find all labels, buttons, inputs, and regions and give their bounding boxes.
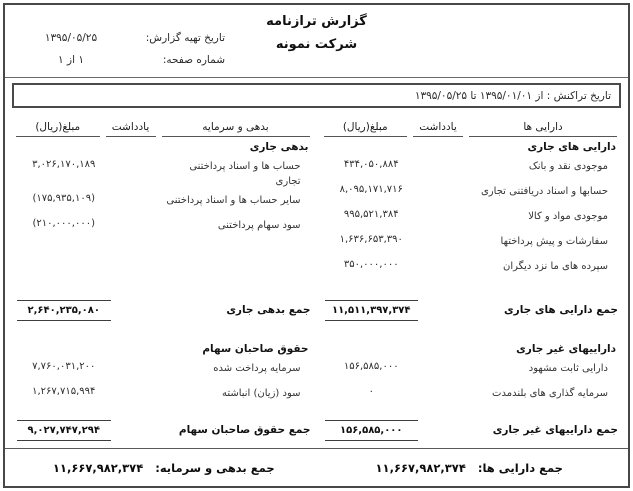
col-header-amount: مبلغ(ریال) bbox=[16, 113, 100, 137]
total-amount: ۹,۰۲۷,۷۴۷,۲۹۴ bbox=[17, 420, 111, 441]
col-header-liabilities-equity: بدهی و سرمایه bbox=[162, 113, 310, 137]
row-amount: (۱۷۵,۹۳۵,۱۰۹) bbox=[32, 193, 95, 204]
section-header-equity: حقوق صاحبان سهام bbox=[202, 343, 309, 355]
table-row bbox=[321, 184, 621, 205]
page-number-label: شماره صفحه: bbox=[162, 54, 225, 66]
table-row bbox=[321, 361, 621, 382]
section-header-non-current-assets: داراییهای غیر جاری bbox=[516, 343, 616, 355]
grand-total-assets bbox=[317, 461, 623, 475]
total-label: جمع بدهی جاری bbox=[226, 304, 311, 316]
col-header-amount: مبلغ(ریال) bbox=[324, 113, 408, 137]
row-label: سایر حساب ها و اسناد پرداختنی bbox=[166, 195, 301, 206]
total-amount: ۲,۶۴۰,۲۳۵,۰۸۰ bbox=[17, 300, 111, 321]
grand-total-assets-value: ۱۱,۶۶۷,۹۸۲,۳۷۴ bbox=[375, 461, 466, 475]
col-header-note: یادداشت bbox=[413, 113, 463, 137]
section-gap bbox=[321, 325, 621, 339]
table-row bbox=[321, 159, 621, 180]
row-amount: ۱۵۶,۵۸۵,۰۰۰ bbox=[343, 361, 399, 372]
table-row bbox=[321, 386, 621, 407]
table-row bbox=[13, 193, 313, 214]
current-liabilities-section bbox=[13, 137, 313, 295]
page-number-value: ۱ از ۱ bbox=[58, 54, 84, 66]
grand-total-liabilities-label: جمع بدهی و سرمایه: bbox=[155, 461, 275, 475]
header-divider bbox=[5, 77, 628, 78]
report-title: گزارش ترازنامه bbox=[266, 14, 367, 29]
row-amount: ۱,۶۳۶,۶۵۳,۳۹۰ bbox=[339, 234, 403, 245]
page-number-row bbox=[27, 54, 225, 66]
row-label: حسابها و اسناد دریافتنی تجاری bbox=[480, 186, 608, 197]
total-current-liabilities-row bbox=[13, 295, 313, 325]
table-row bbox=[13, 386, 313, 407]
report-frame bbox=[3, 3, 630, 488]
non-current-assets-section bbox=[321, 339, 621, 415]
row-amount: ۴۳۴,۰۵۰,۸۸۴ bbox=[343, 159, 399, 170]
col-header-note: یادداشت bbox=[106, 113, 156, 137]
report-date-row bbox=[27, 32, 225, 44]
row-label: حساب ها و اسناد پرداختنی تجاری bbox=[189, 161, 301, 187]
row-amount: ۳۵۰,۰۰۰,۰۰۰ bbox=[343, 259, 399, 270]
row-amount: (۲۱۰,۰۰۰,۰۰۰) bbox=[32, 218, 95, 229]
total-equity-row bbox=[13, 415, 313, 445]
table-row bbox=[321, 209, 621, 230]
row-label: سفارشات و پیش پرداختها bbox=[500, 236, 608, 247]
section-gap bbox=[13, 325, 313, 339]
liabilities-column-headers bbox=[13, 113, 313, 137]
row-amount: ۱,۲۶۷,۷۱۵,۹۹۴ bbox=[32, 386, 96, 397]
row-label: دارایی ثابت مشهود bbox=[528, 363, 608, 374]
section-header-current-assets: دارایی های جاری bbox=[527, 141, 616, 153]
assets-column bbox=[321, 113, 621, 445]
row-label: موجودی نقد و بانک bbox=[528, 161, 608, 172]
total-non-current-assets-row bbox=[321, 415, 621, 445]
total-current-assets-row bbox=[321, 295, 621, 325]
report-date-label: تاریخ تهیه گزارش: bbox=[145, 32, 225, 44]
row-amount: ۳,۰۲۶,۱۷۰,۱۸۹ bbox=[32, 159, 96, 170]
row-amount: ۷,۷۶۰,۰۳۱,۲۰۰ bbox=[32, 361, 96, 372]
report-date-value: ۱۳۹۵/۰۵/۲۵ bbox=[44, 32, 98, 44]
row-label: سپرده های ما نزد دیگران bbox=[502, 261, 608, 272]
grand-total-liabilities-equity bbox=[11, 461, 317, 475]
report-meta bbox=[27, 32, 225, 76]
table-row bbox=[13, 159, 313, 189]
grand-total-assets-label: جمع دارایی ها: bbox=[477, 461, 563, 475]
table-row bbox=[13, 361, 313, 382]
assets-column-headers bbox=[321, 113, 621, 137]
section-header-current-liabilities: بدهی جاری bbox=[249, 141, 309, 153]
row-label: سود سهام پرداختنی bbox=[217, 220, 301, 231]
current-assets-section bbox=[321, 137, 621, 295]
grand-total-liabilities-value: ۱۱,۶۶۷,۹۸۲,۳۷۴ bbox=[52, 461, 144, 475]
table-row bbox=[321, 234, 621, 255]
transaction-date-text: تاریخ تراکنش : از ۱۳۹۵/۰۱/۰۱ تا ۱۳۹۵/۰۵/۲۵ bbox=[414, 89, 611, 102]
grand-totals-row bbox=[11, 449, 622, 487]
company-name: شرکت نمونه bbox=[275, 37, 358, 52]
total-label: جمع حقوق صاحبان سهام bbox=[178, 424, 311, 436]
total-amount: ۱۱,۵۱۱,۳۹۷,۳۷۴ bbox=[325, 300, 419, 321]
row-label: سرمایه گذاری های بلندمدت bbox=[492, 388, 608, 399]
row-label: موجودی مواد و کالا bbox=[528, 211, 608, 222]
total-label: جمع دارایی های جاری bbox=[504, 304, 618, 316]
report-header bbox=[11, 7, 622, 77]
balance-sheet-table bbox=[11, 111, 622, 445]
transaction-date-box bbox=[12, 83, 621, 108]
row-label: سود (زیان) انباشته bbox=[221, 388, 301, 399]
col-header-assets: دارایی ها bbox=[469, 113, 617, 137]
table-row bbox=[321, 259, 621, 280]
row-amount: ۰ bbox=[368, 386, 374, 397]
liabilities-column bbox=[13, 113, 313, 445]
total-amount: ۱۵۶,۵۸۵,۰۰۰ bbox=[325, 420, 419, 441]
row-label: سرمایه پرداخت شده bbox=[213, 363, 301, 374]
row-amount: ۸,۰۹۵,۱۷۱,۷۱۶ bbox=[339, 184, 403, 195]
equity-section bbox=[13, 339, 313, 415]
total-label: جمع داراییهای غیر جاری bbox=[492, 424, 618, 436]
row-amount: ۹۹۵,۵۲۱,۳۸۴ bbox=[343, 209, 399, 220]
table-row bbox=[13, 218, 313, 239]
